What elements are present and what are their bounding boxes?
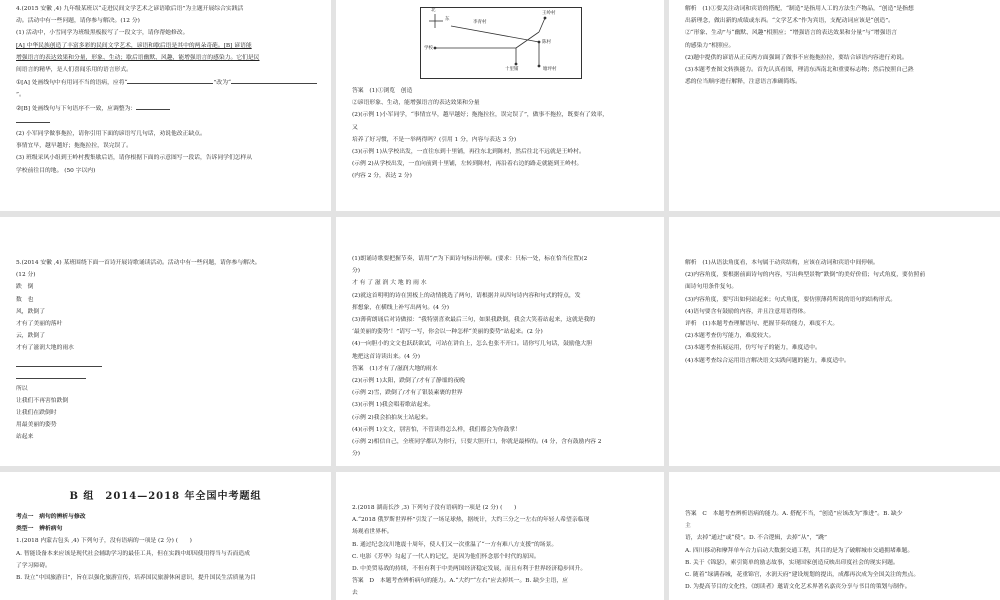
map-label-wang-ling: 王岭村 (542, 11, 556, 16)
page-tile-question-5: 5.(2014 安徽 ,4) 某班围绕下面一首诗开展诗歌诵读活动。活动中有一些问题，请你参与解决。 (12 分) 跌 倒 数 也 风，跌倒了 才有了美丽的落叶 云，跌倒了 才有了滋润大地的雨水 所以 让我们不再害怕跌倒 让我们在跌倒时 用最美丽的姿势 站起来 (0, 217, 331, 466)
answer-blank (231, 76, 317, 84)
map-label-li-qiao: 李青村 (473, 20, 487, 25)
page-tile-questions-answers-5: (1)朗诵诗歌要把握节奏，请用“/”为下面诗句标出停顿。(要求：只标一处，标在恰当位置)(2 分) 才 有 了 滋 润 大 地 的 雨 水 (2)就这首明明的诗在黑板上的动情挑选了两句，请根据并从四句诗内容和句式的特点，发 挥想象，在横线上补写出两句。(4 分) (3)薄荷朗诵后对诗做拟：“我特别喜欢最后三句，如果我跌倒，我会大笑着站起来，这就是我的 ‘最美丽的姿势’！”请写一写，你会以一种怎样“美丽的姿势”站起来。(2 分) (4)一向胆小的文文也跃跃欲试，可站在讲台上，怎么也张不开口。请你写几句话，鼓励他大胆 地把这首诗读出来。(4 分) 答案 (1)才有了/滋润大地的雨水 (2)(示例 1)太阳，跌倒了/才有了静谧的夜晚 (示例 2)雪，跌倒了/才有了银装素裹的世界 (3)(示例 1)我会唱着歌站起来。 (示例 2)我会拍拍灰土站起来。 (4)(示例 1)文文，别害怕，不管读得怎么样，我们都会为你鼓掌！ (示例 2)相信自己，全班同学都认为你行，只要大胆开口，你就是最棒的。(4 分，含有鼓励内容 2 分) (336, 217, 664, 466)
map-label-school: 学校 (424, 46, 433, 51)
page-tile-analysis-4: 解析 (1)①要关注动词和宾语的搭配，“制造”是指用人工的方法生产物品，“创造”是指想 出新理念，做出新的成绩或东西。“文学艺术”作为宾语，支配动词应该是“创造”。 ②“形象、生动”与“幽默、风趣”相照应；“增强语言的表达效果和分量”与“增强语言 的感染力”相照应。 (2)题中提供的谚语从正反两方面强调了做事不应拖拖拉拉，要结合谚语内容进行劝说。 (3)本题考查图文转换能力。首先认真看图，理清东西南北和重要标志物；然后按照自己熟 悉的位当顺序进行解释，注意语言准确简练。 (669, 0, 1000, 211)
page-tile-question-2: 2.(2018 湖南长沙 ,3) 下列句子没有语病的一项是 (2 分) ( ) A.“2018 俄罗斯世界杯”引发了一场足球热，据统计，大约三分之一左右的年轻人希望亲临现 场观看世界杯。 B. 通过纪念汶川地震十周年，使人们又一次重温了“一方有难八方支援”的场景。 C. 电影《芳华》勾起了一代人的记忆，是因为他们怀念那个时代的原因。 D. 中美贸易战的持续，不但有利于中美两国经济稳定发展，而且有利于世界经济稳步回升。 答案 D 本题考查辨析病句的能力。A.“大约”“左右”应去掉其一。B. 缺少主语，应 去 (336, 472, 664, 600)
page-tile-answer-2: 答案 C 本题考查辨析语病的能力。A. 搭配不当，“创造”应该改为“推进”。B. 缺少 主 语，去掉“通过”或“使”。D. 不合逻辑，去掉“从”，“跳” A. 四川移动和摩拜单车合力启动大数据交通工程，其目的是为了破解城市交通拥堵难题。 B. 关于《锦瑟》，索引简单的励志故事，实现国家创造反映出印度社会的现实问题。 C. 随着“绿满春城，花重锦官，水润天府”建设规划的提出，成都再次成为全国关注的焦点。 D. 为提高节目的文化性，《朗读者》邀请文化艺术界著名嘉宾分享与书目的策划与制作。 (669, 472, 1000, 600)
poem-stanza-2: 所以 让我们不再害怕跌倒 让我们在跌倒时 用最美丽的姿势 站起来 (16, 385, 69, 441)
map-label-tang-ping: 塘坪村 (543, 67, 557, 72)
map-label-east: 东 (445, 17, 450, 22)
page-tile-group-b: B 组 2014—2018 年全国中考题组 考点一 病句的辨析与修改 类型一 辨析病句 1.(2018 内蒙古包头 ,4) 下列句子，没有语病的一项是 (2 分) ( ) A. 智能设备本来应该是现代社会辅助学习的最佳工具，但在实践中却因使用得当与否而造成 了学习障碍。 B. 设立“中国旅游日”，旨在以强化旅游宣传，培养国民旅游休闲意识，提升国民生活质量为目 (0, 472, 331, 600)
poem-blank-line-1 (16, 355, 102, 367)
page-tile-analysis-5: 解析 (1)从语法角度看，本句属于动宾结构，应该在动词和宾语中间停顿。 (2)内容角度，要根据前面诗句的内容，写出典型景物“跌倒”的美好价值；句式角度，要仿照前 面诗句用条件复句。 (3)内容角度，要写出如何站起来；句式角度，要仿照薄荷所说的语句的结构形式。 (4)语句要含有鼓励的内容，并且注意用语得体。 评析 (1)本题考查理解语句、把握节奏的能力，难度不大。 (2)本题考查仿写能力，难度较大。 (3)本题考查拓展运用，仿写句子的能力，难度适中。 (4)本题考查综合运用语言解决语文实践问题的能力，难度适中。 (669, 217, 1000, 466)
answer-blank (136, 102, 170, 110)
map-label-north: 北 (431, 8, 436, 13)
route-map-diagram (420, 7, 582, 79)
page-tile-answer-4: 北 东 李青村 王岭村 陈村 学校 十里铺 塘坪村 答案 (1)①浏览 创造 ②谚语形象、生动，能增强语言的表达效果和分量 (2)(示例 1)小军同学，“事情宜早，越早越好；拖拖拉拉，误完误了”，做事不拖拉，既要有了效率， 又 培养了好习惯，不是一举两得吗？(引用 1 分，内容与表达 3 分) (3)(示例 1)从学校出发，一直往东到十里铺，再往东北到陈村，然后往北不远就是王岭村。 (示例 2)从学校出发，一直向前到十里铺，左转到陈村，再沿着右边的路走就能到王岭村。 (内容 2 分，表达 2 分) (336, 0, 664, 211)
map-label-chen-cun: 陈村 (542, 40, 551, 45)
answer-blank (127, 76, 213, 84)
poem-blank-line-2 (16, 367, 86, 379)
map-label-shi-li-pu: 十里铺 (505, 67, 519, 72)
poem-stanza-1: 跌 倒 数 也 风，跌倒了 才有了美丽的落叶 云，跌倒了 才有了滋润大地的雨水 (16, 284, 74, 352)
page-tile-question-4: 4.(2015 安徽 ,4) 九年级某班以“走进民间文学艺术之谚语歇后语”为主题开展综合实践活 动。活动中有一些问题，请你参与解决。(12 分) (1) 活动中，小雪同学为班级黑板报写了一段文字，请你帮她修改。 [A] 中华民族创造了丰富多彩的民间文学艺术，谚语和歇后语是其中的两朵奇葩。[B] 谚语能 增强语言的表达效果和分量，形象、生动；歇后语幽默、风趣，能增强语言的感染力。它们是民 间语言的精华，是人们喜闻乐用的语言形式。 ①[A] 处画线句中有用词不当的语病，应将“ ”改为“ ”。 ②[B] 处画线句与下句语序不一致，应调整为： (2) 小军同学做事拖拉，请你引用下面的谚语写几句话，劝说他改正缺点。 事情宜早，越早越好；拖拖拉拉，误完误了。 (3) 班级采风小组到王岭村搜集歇后语，请你根据下面的示意图写一段话，告诉同学们怎样从 学校前往目的地。 (50 字以内) (0, 0, 331, 211)
answer-blank (16, 115, 50, 123)
section-title: B 组 2014—2018 年全国中考题组 (69, 491, 262, 502)
